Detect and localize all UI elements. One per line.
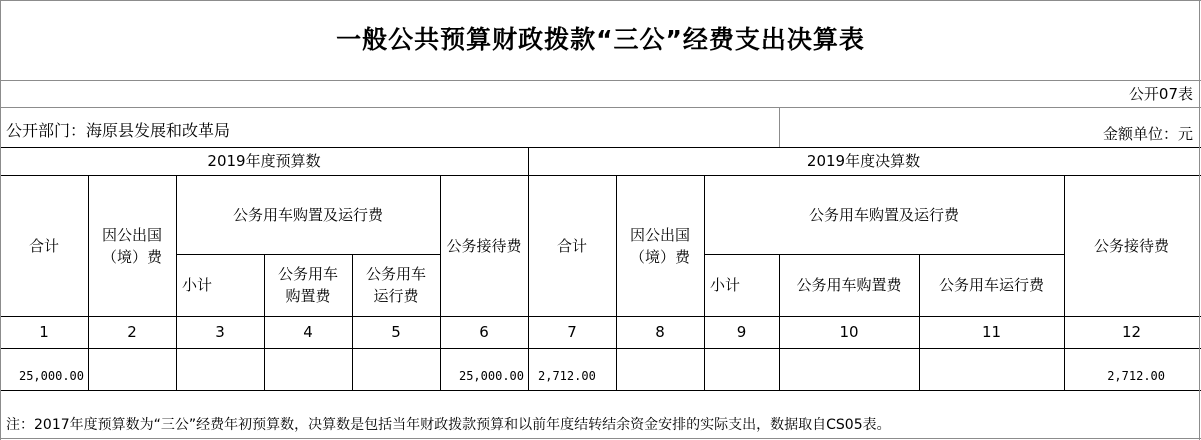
value-budget-abroad	[88, 362, 176, 390]
value-budget-reception: 25,000.00	[458, 369, 524, 383]
budget-subtotal-header: 小计	[182, 276, 213, 294]
col-number: 6	[479, 323, 489, 341]
final-car-run-header: 公务用车运行费	[938, 276, 1044, 294]
value-budget-total: 25,000.00	[18, 369, 84, 383]
col-number: 12	[1121, 323, 1142, 341]
value-budget-car-purchase	[264, 362, 352, 390]
unit-label: 金额单位：元	[1102, 124, 1193, 143]
final-total-header: 合计	[556, 236, 587, 255]
col-number: 4	[303, 323, 313, 341]
value-budget-car-run	[352, 362, 440, 390]
col-number: 11	[981, 323, 1002, 341]
page-title: 一般公共预算财政拨款“三公”经费支出决算表	[336, 25, 865, 54]
budget-car-run-header: 公务用车运行费	[366, 265, 427, 305]
table-bottom	[0, 390, 1201, 391]
form-number: 公开07表	[1128, 84, 1193, 103]
number-row-bottom	[0, 348, 1201, 349]
value-final-car-run	[919, 362, 1064, 390]
budget-car-header: 公务用车购置及运行费	[232, 205, 383, 224]
value-budget-subtotal	[176, 362, 264, 390]
footnote: 注：2017年度预算数为“三公”经费年初预算数，决算数是包括当年财政拨款预算和以前年度结转结余资金安排的实际支出，数据取自CS05表。	[6, 417, 891, 433]
col-number: 8	[655, 323, 665, 341]
col-number: 10	[839, 323, 859, 341]
department-label: 公开部门：海原县发展和改革局	[6, 120, 231, 140]
budget-group-header: 2019年度预算数	[207, 152, 321, 170]
col-number: 1	[39, 323, 49, 341]
final-reception-header: 公务接待费	[1093, 236, 1169, 255]
budget-abroad-header: 因公出国（境）费	[101, 225, 162, 266]
value-final-total: 2,712.00	[538, 369, 596, 383]
col-number: 9	[736, 323, 747, 341]
col-number: 5	[391, 323, 401, 341]
value-final-reception: 2,712.00	[1107, 369, 1165, 383]
budget-reception-header: 公务接待费	[446, 236, 522, 255]
value-final-abroad	[616, 362, 704, 390]
form-row-bottom	[0, 107, 1201, 108]
final-subtotal-header: 小计	[710, 276, 741, 294]
final-abroad-header: 因公出国（境）费	[629, 225, 690, 266]
col-number: 3	[215, 323, 225, 341]
final-group-header: 2019年度决算数	[806, 152, 921, 170]
value-final-car-purchase	[779, 362, 919, 390]
value-final-subtotal	[704, 362, 779, 390]
budget-car-purchase-header: 公务用车购置费	[278, 265, 339, 305]
final-car-purchase-header: 公务用车购置费	[796, 276, 902, 294]
col-number: 2	[127, 323, 137, 341]
note-row-bottom	[0, 438, 1201, 439]
col-number: 7	[567, 323, 577, 341]
final-car-header: 公务用车购置及运行费	[808, 205, 959, 224]
budget-total-header: 合计	[28, 236, 59, 255]
